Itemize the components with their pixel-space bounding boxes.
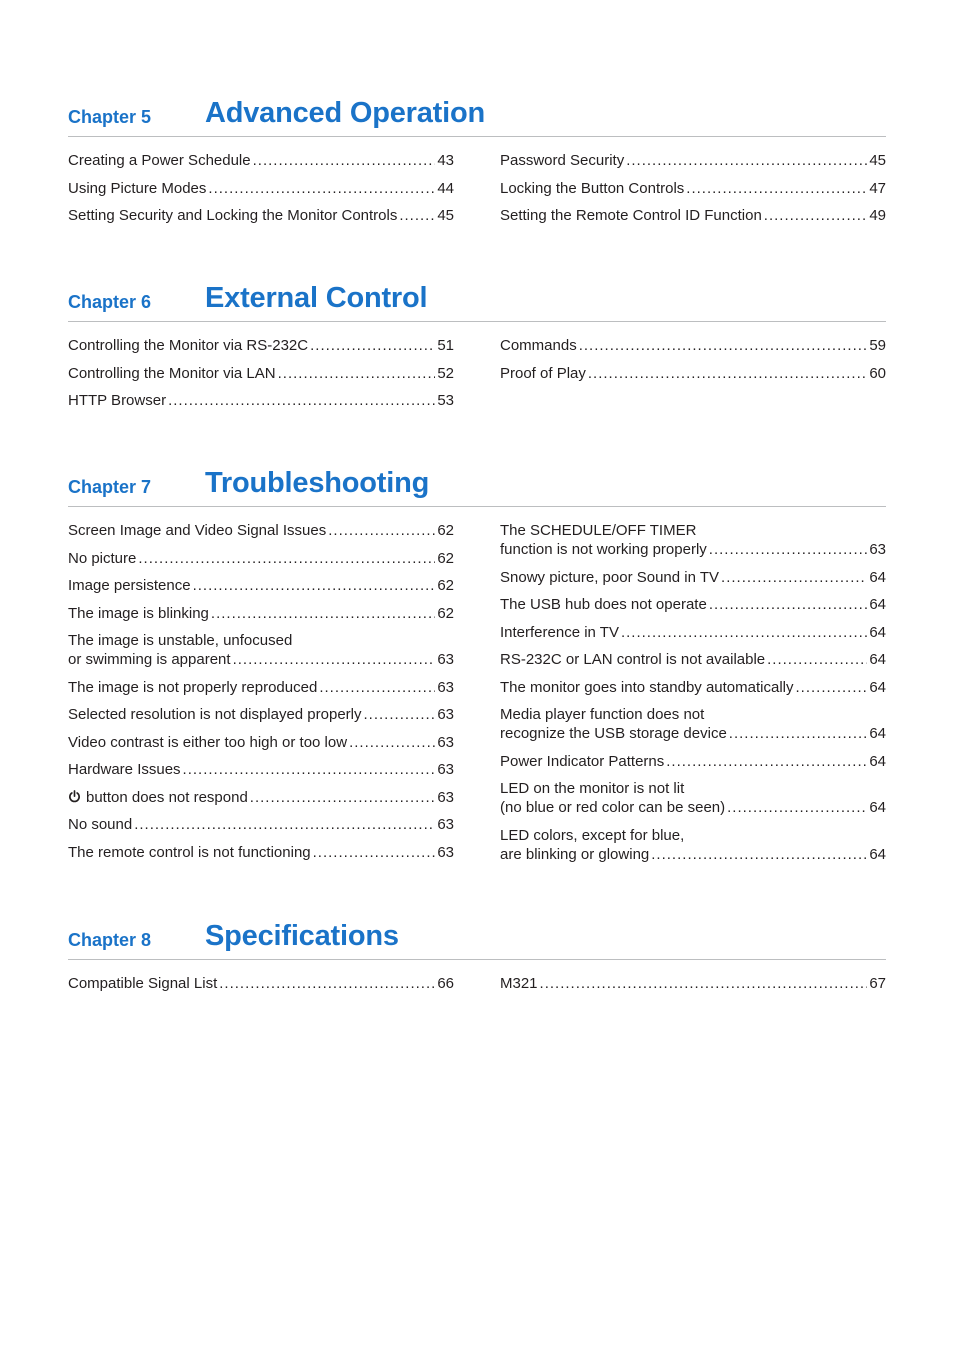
toc-page-number: 60 bbox=[869, 364, 886, 382]
toc-page-number: 63 bbox=[437, 761, 454, 778]
chapter-label: Chapter 8 bbox=[68, 930, 152, 950]
toc-entry-title bbox=[68, 549, 136, 568]
dot-leader bbox=[134, 815, 435, 834]
toc-entry-text: or swimming is apparent bbox=[68, 651, 231, 668]
toc-entry-title-line: Media player function does not bbox=[500, 706, 705, 723]
toc-entry-line bbox=[68, 151, 454, 170]
dot-leader bbox=[310, 336, 435, 355]
dot-leader bbox=[729, 724, 868, 743]
toc-entry-line bbox=[68, 788, 454, 807]
toc-entry-title bbox=[68, 391, 166, 410]
toc-entry-line bbox=[68, 391, 454, 410]
dot-leader bbox=[579, 336, 868, 355]
toc-entry-line bbox=[68, 843, 454, 862]
toc-entry-text: Proof of Play bbox=[500, 364, 586, 382]
toc-entry-text: No sound bbox=[68, 816, 133, 833]
toc-column-left bbox=[68, 336, 454, 419]
toc-page-number: 64 bbox=[869, 845, 886, 863]
toc-entry[interactable] bbox=[500, 650, 886, 669]
toc-entry-title bbox=[68, 788, 248, 807]
toc-entry-line bbox=[500, 678, 886, 697]
toc-page-number: 63 bbox=[437, 706, 454, 723]
toc-entry-text: The monitor goes into standby automatically bbox=[500, 678, 794, 696]
toc-entry-title bbox=[500, 650, 765, 669]
toc-page-number: 63 bbox=[869, 541, 886, 558]
toc-page-number: 64 bbox=[869, 623, 886, 641]
toc-entry-text: Compatible Signal List bbox=[68, 975, 218, 992]
dot-leader bbox=[138, 549, 435, 568]
dot-leader bbox=[621, 623, 867, 642]
dot-leader bbox=[278, 364, 436, 383]
toc-entry-title bbox=[68, 336, 308, 355]
toc-entry-line bbox=[500, 595, 886, 614]
chapter-section bbox=[68, 281, 886, 409]
toc-entry-title bbox=[68, 705, 362, 724]
toc-entry[interactable] bbox=[68, 604, 454, 623]
toc-page-number: 52 bbox=[437, 364, 454, 382]
toc-entry-line bbox=[500, 623, 886, 642]
chapter-section bbox=[68, 919, 886, 992]
toc-entry[interactable] bbox=[500, 521, 886, 559]
toc-page-number: 62 bbox=[437, 522, 454, 539]
toc-entry-title bbox=[68, 678, 317, 697]
toc-page-number: 63 bbox=[437, 733, 454, 751]
toc-entry-title bbox=[500, 974, 538, 993]
toc-entry-text: Video contrast is either too high or too low bbox=[68, 733, 348, 751]
toc-entry-line bbox=[68, 974, 454, 993]
toc-page-number: 63 bbox=[437, 788, 454, 806]
toc-entry-title bbox=[500, 595, 707, 614]
toc-entry[interactable] bbox=[68, 206, 454, 225]
toc-page-number: 45 bbox=[437, 207, 454, 224]
toc-entry-text: Controlling the Monitor via LAN bbox=[68, 364, 276, 382]
toc-page-number: 47 bbox=[869, 179, 886, 197]
toc-entry-line bbox=[68, 364, 454, 383]
dot-leader bbox=[588, 364, 867, 383]
toc-entry-line bbox=[500, 798, 886, 817]
dot-leader bbox=[666, 752, 867, 771]
toc-page-number: 63 bbox=[437, 651, 454, 668]
toc-entry[interactable] bbox=[68, 576, 454, 595]
toc-entry-title bbox=[500, 623, 619, 642]
toc-entry-title-line: The image is unstable, unfocused bbox=[68, 632, 293, 649]
dot-leader bbox=[364, 705, 436, 724]
toc-entry-line bbox=[500, 845, 886, 864]
toc-entry[interactable] bbox=[68, 843, 454, 862]
toc-page-number: 43 bbox=[437, 152, 454, 169]
toc-entry[interactable] bbox=[68, 733, 454, 752]
dot-leader bbox=[651, 845, 867, 864]
toc-page-number: 63 bbox=[437, 816, 454, 833]
toc-entry[interactable] bbox=[68, 705, 454, 724]
toc-entry-line bbox=[68, 206, 454, 225]
toc-entry-text: Password Security bbox=[500, 152, 625, 169]
dot-leader bbox=[253, 151, 436, 170]
dot-leader bbox=[250, 788, 436, 807]
dot-leader bbox=[540, 974, 868, 993]
toc-entry-title bbox=[68, 843, 311, 862]
toc-entry-line bbox=[500, 974, 886, 993]
toc-entry-line bbox=[68, 604, 454, 623]
toc-page-number: 49 bbox=[869, 207, 886, 224]
toc-entry-title bbox=[500, 752, 664, 771]
toc-entry-title bbox=[68, 815, 132, 834]
toc-entry-text: Setting the Remote Control ID Function bbox=[500, 207, 762, 224]
toc-page-number: 64 bbox=[869, 651, 886, 668]
toc-entry-text: RS-232C or LAN control is not available bbox=[500, 651, 766, 668]
toc-page-number: 63 bbox=[437, 678, 454, 696]
toc-page-number: 44 bbox=[437, 179, 454, 197]
toc-column-left bbox=[68, 521, 454, 870]
toc-page-number: 64 bbox=[869, 799, 886, 816]
dot-leader bbox=[709, 540, 868, 559]
toc-entry-title bbox=[68, 760, 181, 779]
toc-column-right bbox=[500, 974, 886, 1002]
toc-page-number: 59 bbox=[869, 337, 886, 354]
toc-entry-line bbox=[68, 549, 454, 568]
toc-entry[interactable] bbox=[500, 336, 886, 355]
toc-entry-text: button does not respond bbox=[86, 788, 248, 806]
toc-entry-line bbox=[500, 364, 886, 383]
toc-entry-line bbox=[500, 151, 886, 170]
toc-entry[interactable] bbox=[500, 678, 886, 697]
chapter-header bbox=[68, 466, 886, 507]
toc-page-number: 67 bbox=[869, 975, 886, 992]
toc-entry-text: Interference in TV bbox=[500, 623, 619, 641]
toc-entry-text: Selected resolution is not displayed properly bbox=[68, 706, 362, 723]
toc-entry-text: Image persistence bbox=[68, 577, 191, 594]
toc-entry-text: Setting Security and Locking the Monitor Controls bbox=[68, 207, 398, 224]
toc-entry-title bbox=[500, 364, 586, 383]
toc-entry[interactable] bbox=[500, 568, 886, 587]
toc-entry-line bbox=[500, 206, 886, 225]
dot-leader bbox=[686, 179, 867, 198]
toc-entry-title bbox=[68, 604, 209, 623]
dot-leader bbox=[328, 521, 435, 540]
chapter-title: Specifications bbox=[205, 920, 399, 952]
toc-entry-title bbox=[68, 364, 276, 383]
dot-leader bbox=[168, 391, 435, 410]
toc-entry[interactable] bbox=[68, 974, 454, 993]
toc-entry-title bbox=[68, 521, 326, 540]
toc-entry-line bbox=[68, 733, 454, 752]
toc-page-number: 63 bbox=[437, 843, 454, 861]
toc-entry-text: (no blue or red color can be seen) bbox=[500, 799, 726, 816]
chapter-label: Chapter 7 bbox=[68, 477, 152, 497]
dot-leader bbox=[727, 798, 867, 817]
toc-entry-line bbox=[500, 179, 886, 198]
toc-entry-text: Commands bbox=[500, 337, 577, 354]
toc-page-number: 53 bbox=[437, 392, 454, 409]
power-icon bbox=[68, 789, 81, 802]
toc-entry[interactable] bbox=[68, 336, 454, 355]
toc-entry-line bbox=[68, 336, 454, 355]
toc-entry-text: function is not working properly bbox=[500, 541, 707, 558]
toc-entry-line bbox=[500, 752, 886, 771]
toc-entry-text: Controlling the Monitor via RS-232C bbox=[68, 337, 309, 354]
toc-entry[interactable] bbox=[68, 631, 454, 669]
dot-leader bbox=[399, 206, 435, 225]
toc-entry[interactable] bbox=[500, 151, 886, 170]
toc-entry[interactable] bbox=[500, 974, 886, 993]
dot-leader bbox=[313, 843, 436, 862]
toc-column-left bbox=[68, 151, 454, 234]
toc-entry-title bbox=[68, 650, 231, 669]
toc-entry-line bbox=[500, 540, 886, 559]
toc-entry-title bbox=[68, 206, 397, 225]
toc-page-number: 62 bbox=[437, 577, 454, 594]
toc-entry-title bbox=[500, 206, 762, 225]
toc-entry-title bbox=[500, 798, 725, 817]
toc-entry-line bbox=[68, 576, 454, 595]
toc-entry-title bbox=[500, 151, 624, 170]
toc-entry-text: Hardware Issues bbox=[68, 761, 181, 778]
toc-entry-line bbox=[68, 521, 454, 540]
toc-entry[interactable] bbox=[500, 705, 886, 743]
toc-entry[interactable] bbox=[68, 678, 454, 697]
toc-page-number: 66 bbox=[437, 975, 454, 992]
toc-entry-title bbox=[68, 179, 206, 198]
toc-entry-title bbox=[68, 576, 191, 595]
toc-entry[interactable] bbox=[500, 752, 886, 771]
toc-entry-text: recognize the USB storage device bbox=[500, 725, 727, 742]
dot-leader bbox=[796, 678, 868, 697]
dot-leader bbox=[233, 650, 436, 669]
toc-entry-line bbox=[68, 760, 454, 779]
chapter-header bbox=[68, 281, 886, 322]
chapter-section bbox=[68, 96, 886, 224]
toc-entry-text: The image is blinking bbox=[68, 604, 209, 622]
dot-leader bbox=[764, 206, 868, 225]
toc-entry-title bbox=[500, 540, 707, 559]
toc-entry-title-line: LED on the monitor is not lit bbox=[500, 780, 685, 797]
toc-column-left bbox=[68, 974, 454, 1002]
chapter-title: Troubleshooting bbox=[205, 467, 430, 499]
chapter-header bbox=[68, 96, 886, 137]
toc-entry-text: Using Picture Modes bbox=[68, 179, 207, 197]
toc-entry-line bbox=[68, 815, 454, 834]
toc-entry-text: The remote control is not functioning bbox=[68, 843, 311, 861]
dot-leader bbox=[183, 760, 436, 779]
toc-entry[interactable] bbox=[500, 364, 886, 383]
toc-page-number: 64 bbox=[869, 725, 886, 742]
toc-entry[interactable] bbox=[500, 826, 886, 864]
dot-leader bbox=[208, 179, 435, 198]
toc-entry-title bbox=[500, 724, 727, 743]
toc-entry[interactable] bbox=[68, 788, 454, 807]
toc-entry-title bbox=[68, 974, 217, 993]
toc-entry-text: M321 bbox=[500, 975, 538, 992]
toc-entry[interactable] bbox=[500, 623, 886, 642]
toc-entry[interactable] bbox=[500, 179, 886, 198]
toc-entry-text: Snowy picture, poor Sound in TV bbox=[500, 568, 720, 586]
toc-entry-text: No picture bbox=[68, 549, 137, 567]
toc-entry-title-line: The SCHEDULE/OFF TIMER bbox=[500, 522, 697, 539]
toc-entry[interactable] bbox=[500, 206, 886, 225]
dot-leader bbox=[349, 733, 435, 752]
toc-column-right bbox=[500, 151, 886, 234]
toc-entry[interactable] bbox=[500, 595, 886, 614]
toc-entry-text: Power Indicator Patterns bbox=[500, 752, 665, 770]
toc-entry[interactable] bbox=[68, 760, 454, 779]
toc-entry-line bbox=[500, 336, 886, 355]
chapter-label: Chapter 6 bbox=[68, 292, 152, 312]
dot-leader bbox=[211, 604, 435, 623]
toc-entry-text: The USB hub does not operate bbox=[500, 596, 707, 613]
chapter-title: External Control bbox=[205, 282, 428, 314]
toc-entry-line bbox=[500, 724, 886, 743]
toc-entry-title bbox=[500, 568, 719, 587]
toc-entry[interactable] bbox=[68, 151, 454, 170]
toc-entry-title bbox=[500, 678, 794, 697]
toc-page-number: 62 bbox=[437, 604, 454, 622]
toc-entry-text: Locking the Button Controls bbox=[500, 179, 685, 197]
toc-page-number: 64 bbox=[869, 752, 886, 770]
toc-page-number: 45 bbox=[869, 152, 886, 169]
toc-entry-title bbox=[500, 179, 684, 198]
dot-leader bbox=[767, 650, 867, 669]
toc-entry-title-line: LED colors, except for blue, bbox=[500, 826, 685, 844]
toc-entry[interactable] bbox=[68, 364, 454, 383]
dot-leader bbox=[193, 576, 436, 595]
toc-entry-title bbox=[500, 336, 577, 355]
toc-entry-line bbox=[68, 179, 454, 198]
chapter-title: Advanced Operation bbox=[205, 97, 486, 129]
toc-page-number: 64 bbox=[869, 568, 886, 586]
toc-entry-title bbox=[68, 733, 347, 752]
toc-entry-line bbox=[68, 650, 454, 669]
toc-entry-title bbox=[68, 151, 251, 170]
toc-entry-text: Creating a Power Schedule bbox=[68, 152, 251, 169]
chapter-label: Chapter 5 bbox=[68, 107, 152, 127]
dot-leader bbox=[626, 151, 867, 170]
toc-entry-text: The image is not properly reproduced bbox=[68, 678, 318, 696]
toc-entry[interactable] bbox=[68, 391, 454, 410]
toc-entry-text: HTTP Browser bbox=[68, 392, 167, 409]
toc-entry[interactable] bbox=[68, 815, 454, 834]
chapter-header bbox=[68, 919, 886, 960]
toc-entry-line bbox=[68, 678, 454, 697]
toc-page-number: 62 bbox=[437, 549, 454, 567]
toc-column-right bbox=[500, 336, 886, 391]
toc-entry-line bbox=[68, 705, 454, 724]
toc-column-right bbox=[500, 521, 886, 872]
dot-leader bbox=[319, 678, 435, 697]
dot-leader bbox=[709, 595, 868, 614]
chapter-section bbox=[68, 466, 886, 863]
dot-leader bbox=[219, 974, 435, 993]
toc-entry-line bbox=[500, 650, 886, 669]
toc-entry[interactable] bbox=[68, 179, 454, 198]
toc-entry-text: are blinking or glowing bbox=[500, 845, 650, 863]
dot-leader bbox=[721, 568, 867, 587]
toc-entry[interactable] bbox=[68, 521, 454, 540]
toc-page-number: 64 bbox=[869, 596, 886, 613]
toc-entry[interactable] bbox=[500, 779, 886, 817]
toc-entry-text: Screen Image and Video Signal Issues bbox=[68, 522, 327, 539]
toc-page-number: 51 bbox=[437, 337, 454, 354]
toc-entry-line bbox=[500, 568, 886, 587]
toc-page-number: 64 bbox=[869, 678, 886, 696]
toc-entry[interactable] bbox=[68, 549, 454, 568]
toc-entry-title bbox=[500, 845, 649, 864]
